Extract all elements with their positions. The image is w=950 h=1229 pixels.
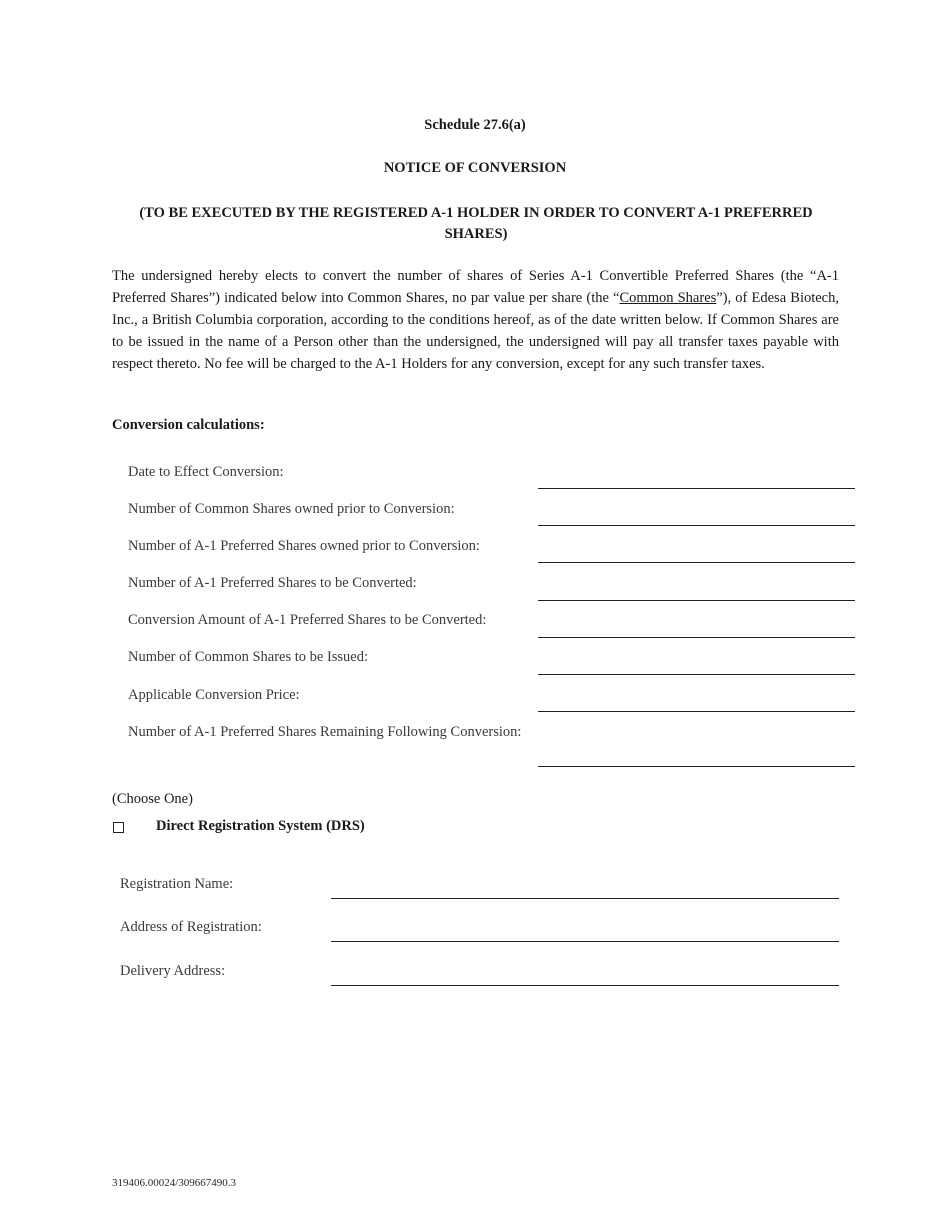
calc-label-conversion-amount: Conversion Amount of A-1 Preferred Shares to be Converted: — [128, 612, 487, 628]
calc-field-date[interactable] — [538, 488, 855, 489]
calc-label-preferred-converted: Number of A-1 Preferred Shares to be Converted: — [128, 575, 417, 591]
defined-term-common-shares: Common Shares — [619, 290, 717, 306]
calculations-heading: Conversion calculations: — [112, 417, 265, 433]
calc-label-preferred-remaining: Number of A-1 Preferred Shares Remaining Following Conversion: — [128, 724, 522, 740]
delivery-address-field[interactable] — [331, 985, 839, 986]
intro-paragraph — [112, 265, 839, 375]
document-id: 319406.00024/309667490.3 — [112, 1177, 237, 1189]
calc-field-conversion-price[interactable] — [538, 711, 855, 712]
calc-label-date: Date to Effect Conversion: — [128, 464, 284, 480]
drs-option-label: Direct Registration System (DRS) — [156, 818, 365, 834]
calc-field-preferred-remaining[interactable] — [538, 766, 855, 767]
intro-text-part2: ”), of Edesa Biotech, Inc., a British Columbia corporation, according to the conditions hereof, as of the date written below. If Common Shares are to be issued in the name of a Person other than the undersigned, the undersigned will pay all transfer taxes payable with respect thereto. No fee will be charged to the A-1 Holders for any conversion, except for any such transfer taxes. — [112, 290, 839, 372]
registration-address-field[interactable] — [331, 941, 839, 942]
calc-label-conversion-price: Applicable Conversion Price: — [128, 687, 300, 703]
calc-field-preferred-converted[interactable] — [538, 600, 855, 601]
delivery-address-label: Delivery Address: — [120, 963, 226, 979]
choose-one-instruction: (Choose One) — [112, 791, 193, 807]
calc-label-preferred-owned: Number of A-1 Preferred Shares owned prior to Conversion: — [128, 538, 480, 554]
schedule-number: Schedule 27.6(a) — [424, 117, 526, 133]
page-subtitle: (TO BE EXECUTED BY THE REGISTERED A-1 HOLDER IN ORDER TO CONVERT A-1 PREFERRED SHARES) — [139, 205, 813, 242]
calc-field-preferred-owned[interactable] — [538, 562, 855, 563]
registration-address-label: Address of Registration: — [120, 919, 262, 935]
registration-name-label: Registration Name: — [120, 876, 234, 892]
intro-text-part1: The undersigned hereby elects to convert the number of shares of Series A-1 Convertible Preferred Shares (the “A-1 Preferred Shares”) indicated below into Common Shares, no par value per share (the “ — [112, 268, 839, 306]
calc-field-common-owned[interactable] — [538, 525, 855, 526]
calc-label-common-owned: Number of Common Shares owned prior to Conversion: — [128, 501, 455, 517]
calc-field-conversion-amount[interactable] — [538, 637, 855, 638]
page-title: NOTICE OF CONVERSION — [383, 160, 567, 176]
calc-field-common-issued[interactable] — [538, 674, 855, 675]
registration-name-field[interactable] — [331, 898, 839, 899]
calc-label-common-issued: Number of Common Shares to be Issued: — [128, 649, 369, 665]
drs-checkbox[interactable] — [113, 822, 124, 833]
